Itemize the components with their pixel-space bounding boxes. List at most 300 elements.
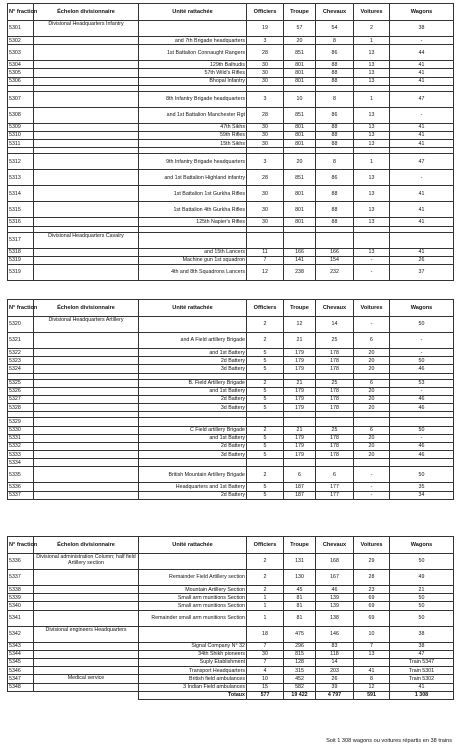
table-row <box>8 667 454 675</box>
table-row <box>8 483 454 491</box>
table-cell: 7 <box>354 642 390 650</box>
table-cell: 5 <box>247 434 284 442</box>
table-cell <box>34 357 139 365</box>
table-cell <box>354 418 390 426</box>
table-cell: 11 <box>247 248 284 256</box>
table-row <box>8 77 454 85</box>
table-cell: 5339 <box>8 594 34 602</box>
table-row <box>8 451 454 459</box>
header-unite: Unité rattachée <box>139 4 247 21</box>
table-cell <box>34 379 139 387</box>
table-cell: 47th Sikhs <box>139 123 247 131</box>
table-cell: 88 <box>316 131 354 139</box>
header-echelon: Échelon divisionnaire <box>34 537 139 554</box>
table-cell: 2 <box>247 317 284 333</box>
header-fraction: N° fraction <box>8 300 34 317</box>
table-row <box>8 317 454 333</box>
table-cell: Signal Company N° 32 <box>139 642 247 650</box>
table-cell: 146 <box>316 626 354 642</box>
table-cell: 50 <box>390 554 454 570</box>
table-cell: 10 <box>354 626 390 642</box>
table-cell: Small arm munitions Section <box>139 602 247 610</box>
table-cell: 131 <box>284 554 316 570</box>
table-cell: 167 <box>316 570 354 586</box>
table-cell: 179 <box>284 442 316 450</box>
table-row <box>8 570 454 586</box>
table-cell: 13 <box>354 69 390 77</box>
table-cell <box>34 107 139 123</box>
table-cell: 13 <box>354 123 390 131</box>
table-cell: 5327 <box>8 395 34 403</box>
table-cell: 801 <box>284 77 316 85</box>
table-cell: 801 <box>284 123 316 131</box>
table-cell: 83 <box>316 642 354 650</box>
table-cell: 81 <box>284 602 316 610</box>
table-cell: 3d Battery <box>139 404 247 412</box>
table-row <box>8 459 454 467</box>
table-cell: 5340 <box>8 602 34 610</box>
totals-wagons: 1 308 <box>390 691 454 699</box>
table-cell <box>34 69 139 77</box>
table-cell: Remainder Field Artillery section <box>139 570 247 586</box>
table-cell <box>316 418 354 426</box>
table-cell: - <box>390 434 454 442</box>
table-cell <box>34 256 139 264</box>
table-cell: 8 <box>354 675 390 683</box>
table-cell: 3d Battery <box>139 451 247 459</box>
table-row <box>8 434 454 442</box>
table-cell <box>247 418 284 426</box>
table-cell: 5320 <box>8 317 34 333</box>
table-cell: 30 <box>247 77 284 85</box>
table-cell: 130 <box>284 570 316 586</box>
table-cell: 69 <box>354 610 390 626</box>
table-cell: 801 <box>284 69 316 77</box>
totals-row <box>8 691 454 699</box>
table-cell: 7 <box>247 256 284 264</box>
table-cell <box>34 77 139 85</box>
table-cell: 2d Battery <box>139 357 247 365</box>
totals-voitures: 591 <box>354 691 390 699</box>
table-cell: 47 <box>390 91 454 107</box>
table-cell <box>284 459 316 467</box>
table-cell: B. Field Artillery Brigade <box>139 379 247 387</box>
table-cell: 801 <box>284 140 316 148</box>
table-cell: 179 <box>284 387 316 395</box>
table-cell: 38 <box>390 626 454 642</box>
table-cell <box>34 404 139 412</box>
table-cell: 5 <box>247 491 284 499</box>
table-row <box>8 658 454 666</box>
table-cell: 5310 <box>8 131 34 139</box>
table-cell <box>34 483 139 491</box>
table-row <box>8 123 454 131</box>
footnote: Soit 1 308 wagons ou voitures répartis en 38 trains <box>326 738 452 744</box>
table-cell: Train 5302 <box>390 675 454 683</box>
table-cell: 13 <box>354 77 390 85</box>
table-cell <box>34 650 139 658</box>
table-cell: 5 <box>247 357 284 365</box>
table-cell: Divisional administration Column; half field Artillery section <box>34 554 139 570</box>
header-troupe: Troupe <box>284 4 316 21</box>
table-row <box>8 256 454 264</box>
table-cell: 178 <box>316 387 354 395</box>
table-cell: 25 <box>316 333 354 349</box>
table-cell: 8th Infantry Brigade headquarters <box>139 91 247 107</box>
table-cell <box>139 459 247 467</box>
table-cell: Medical service <box>34 675 139 683</box>
table-cell: Divisional Headquarters Cavalry <box>34 232 139 248</box>
table-cell: 5316 <box>8 218 34 226</box>
table-cell: 28 <box>247 170 284 186</box>
table-cell: Train 5347 <box>390 658 454 666</box>
table-row <box>8 218 454 226</box>
table-cell: 1st Battalion 1st Gurkha Rifles <box>139 186 247 202</box>
table-cell: 20 <box>354 404 390 412</box>
table-cell <box>34 610 139 626</box>
table-cell <box>139 21 247 37</box>
table-cell: 13 <box>354 107 390 123</box>
table-cell <box>34 602 139 610</box>
table-cell: 13 <box>354 202 390 218</box>
table-cell <box>139 232 247 248</box>
table-cell: 5336 <box>8 483 34 491</box>
table-cell: 13 <box>354 218 390 226</box>
header-unite: Unité rattachée <box>139 300 247 317</box>
table-cell: 166 <box>316 248 354 256</box>
table-cell: 50 <box>390 357 454 365</box>
table-cell: 59th Rifles <box>139 131 247 139</box>
table-cell: 5333 <box>8 451 34 459</box>
table-cell: Bhopal Infantry <box>139 77 247 85</box>
table-cell: 39 <box>316 683 354 691</box>
table-cell: 5344 <box>8 650 34 658</box>
table-cell: Suply Etablishment <box>139 658 247 666</box>
table-infantry-cavalry <box>7 3 454 281</box>
table-cell: Divisional Headquarters Artillery <box>34 317 139 333</box>
table-cell <box>34 491 139 499</box>
table-cell: 5324 <box>8 365 34 373</box>
table-cell: 5312 <box>8 154 34 170</box>
table-cell: 2 <box>354 21 390 37</box>
table-cell: 5342 <box>8 626 34 642</box>
table-cell <box>34 459 139 467</box>
table-cell <box>34 349 139 357</box>
table-cell: 6 <box>354 426 390 434</box>
table-cell: - <box>390 107 454 123</box>
header-chevaux: Chevaux <box>316 537 354 554</box>
table-cell: and A Field artillery Brigade <box>139 333 247 349</box>
table-cell: 179 <box>284 434 316 442</box>
table-cell: 1 <box>354 37 390 45</box>
table-cell: 5 <box>247 451 284 459</box>
table-cell <box>247 232 284 248</box>
table-cell: 179 <box>284 357 316 365</box>
table-artillery <box>7 299 454 500</box>
table-cell: 12 <box>354 683 390 691</box>
table-cell <box>34 467 139 483</box>
table-cell <box>34 170 139 186</box>
table-cell: 41 <box>390 69 454 77</box>
table-row <box>8 610 454 626</box>
table-cell: 54 <box>316 21 354 37</box>
table-cell <box>316 232 354 248</box>
table-cell: 2d Battery <box>139 491 247 499</box>
table-cell: 28 <box>247 45 284 61</box>
table-cell: 2 <box>247 586 284 594</box>
table-cell: 2 <box>247 570 284 586</box>
table-row <box>8 491 454 499</box>
table-cell: 46 <box>390 451 454 459</box>
table-cell: C Field artillery Brigade <box>139 426 247 434</box>
table-row <box>8 140 454 148</box>
table-cell: - <box>390 333 454 349</box>
table-cell: 50 <box>390 610 454 626</box>
table-cell: 179 <box>284 365 316 373</box>
totals-officiers: 577 <box>247 691 284 699</box>
table-cell: 238 <box>284 264 316 280</box>
table-cell: 25 <box>316 379 354 387</box>
table-cell: 5 <box>247 442 284 450</box>
table-cell: 88 <box>316 140 354 148</box>
table-cell: 57th Wild's Rifles <box>139 69 247 77</box>
table-cell: 5 <box>247 387 284 395</box>
table-row <box>8 61 454 69</box>
table-row <box>8 91 454 107</box>
table-cell: British field ambulances <box>139 675 247 683</box>
table-cell: 41 <box>390 123 454 131</box>
table-cell <box>34 140 139 148</box>
table-cell: 2d Battery <box>139 395 247 403</box>
table-row <box>8 21 454 37</box>
table-cell: 20 <box>354 442 390 450</box>
table-cell: 5 <box>247 483 284 491</box>
table-cell: 19 <box>247 21 284 37</box>
table-cell <box>354 459 390 467</box>
table-cell: 41 <box>390 202 454 218</box>
table-cell: 14 <box>316 317 354 333</box>
table-cell: 2 <box>247 467 284 483</box>
table-cell: - <box>390 349 454 357</box>
table-cell: 801 <box>284 202 316 218</box>
table-cell: 5 <box>247 395 284 403</box>
table-cell: 30 <box>247 140 284 148</box>
table-cell: 178 <box>316 395 354 403</box>
totals-chevaux: 4 797 <box>316 691 354 699</box>
table-cell: 1 <box>354 154 390 170</box>
table-cell: 5335 <box>8 467 34 483</box>
table-cell: 20 <box>354 349 390 357</box>
table-cell: 69 <box>354 594 390 602</box>
table-cell: 177 <box>316 491 354 499</box>
table-cell: 81 <box>284 610 316 626</box>
table-cell: 3 <box>247 154 284 170</box>
table-cell: 801 <box>284 186 316 202</box>
table-cell <box>34 451 139 459</box>
table-cell: 5337 <box>8 491 34 499</box>
table-row <box>8 594 454 602</box>
header-chevaux: Chevaux <box>316 300 354 317</box>
header-echelon: Échelon divisionnaire <box>34 4 139 21</box>
table-cell: - <box>354 467 390 483</box>
table-cell: 10 <box>284 91 316 107</box>
table-cell: 41 <box>390 186 454 202</box>
table-cell: 21 <box>284 426 316 434</box>
table-cell <box>34 442 139 450</box>
table-cell: 30 <box>247 650 284 658</box>
table-cell: 179 <box>284 451 316 459</box>
table-cell: 1st Battalion 4th Gurkha Rifles <box>139 202 247 218</box>
table-cell: 38 <box>390 642 454 650</box>
table-cell: 154 <box>316 256 354 264</box>
table-cell: 129th Balhudis <box>139 61 247 69</box>
table-cell: 50 <box>390 317 454 333</box>
table-cell: 5323 <box>8 357 34 365</box>
table-row <box>8 387 454 395</box>
table-cell: 86 <box>316 170 354 186</box>
table-cell: 15 <box>247 683 284 691</box>
header-officiers: Officiers <box>247 300 284 317</box>
table-cell: 5314 <box>8 186 34 202</box>
table-cell <box>34 387 139 395</box>
table-cell: 20 <box>284 37 316 45</box>
table-row <box>8 232 454 248</box>
table-cell: 23 <box>354 586 390 594</box>
table-cell: 46 <box>390 395 454 403</box>
table-row <box>8 365 454 373</box>
table-row <box>8 131 454 139</box>
table-cell: - <box>390 37 454 45</box>
table-cell <box>34 395 139 403</box>
table-cell: Transport Headquarters <box>139 667 247 675</box>
table-cell: 21 <box>284 379 316 387</box>
table-row <box>8 202 454 218</box>
table-cell: 88 <box>316 218 354 226</box>
table-cell <box>390 418 454 426</box>
header-fraction: N° fraction <box>8 4 34 21</box>
table-cell <box>34 658 139 666</box>
table-row <box>8 586 454 594</box>
table-cell: 3 <box>247 37 284 45</box>
table-cell: 13 <box>354 170 390 186</box>
table-cell: 9th Infantry Brigade headquarters <box>139 154 247 170</box>
header-troupe: Troupe <box>284 537 316 554</box>
table-cell: and 1st Battery <box>139 349 247 357</box>
table-cell: 20 <box>284 154 316 170</box>
table-cell: and 15th Lancers <box>139 248 247 256</box>
table-cell <box>34 264 139 280</box>
table-cell: 8 <box>316 154 354 170</box>
table-cell: 5301 <box>8 21 34 37</box>
table-cell: 6 <box>354 379 390 387</box>
table-cell: 46 <box>390 404 454 412</box>
totals-troupe: 19 422 <box>284 691 316 699</box>
table-row <box>8 418 454 426</box>
table-cell: 3 Indian Field ambulances <box>139 683 247 691</box>
table-row <box>8 426 454 434</box>
table-cell: 47 <box>390 650 454 658</box>
table-cell: 50 <box>390 602 454 610</box>
table-row <box>8 357 454 365</box>
table-cell <box>390 459 454 467</box>
table-cell: 1 <box>354 91 390 107</box>
table-cell: 41 <box>390 683 454 691</box>
table-cell: 2 <box>247 554 284 570</box>
table-cell <box>34 667 139 675</box>
table-row <box>8 602 454 610</box>
table-cell <box>247 459 284 467</box>
table-cell: 46 <box>390 442 454 450</box>
table-cell: 5315 <box>8 202 34 218</box>
table-cell <box>316 459 354 467</box>
table-cell: 44 <box>390 45 454 61</box>
table-cell: 10 <box>247 675 284 683</box>
table-cell: 452 <box>284 675 316 683</box>
table-cell: 5329 <box>8 418 34 426</box>
table-cell: 30 <box>247 186 284 202</box>
table-cell: Small arm munitions Section <box>139 594 247 602</box>
table-cell: 28 <box>354 570 390 586</box>
table-row <box>8 264 454 280</box>
table-cell: 86 <box>316 45 354 61</box>
table-cell: 20 <box>354 451 390 459</box>
table-cell: 41 <box>354 667 390 675</box>
table-cell: 139 <box>316 602 354 610</box>
table-cell <box>34 218 139 226</box>
header-echelon: Échelon divisionnaire <box>34 300 139 317</box>
table-row <box>8 154 454 170</box>
table-cell: 41 <box>390 218 454 226</box>
table-cell: 13 <box>354 45 390 61</box>
table-cell: 5345 <box>8 658 34 666</box>
table-cell: 20 <box>354 365 390 373</box>
table-cell: 5304 <box>8 61 34 69</box>
table-cell: 475 <box>284 626 316 642</box>
table-cell: 57 <box>284 21 316 37</box>
table-cell: 20 <box>354 357 390 365</box>
table-cell: British Mountain Artillery Brigade <box>139 467 247 483</box>
table-cell <box>34 248 139 256</box>
header-fraction: N° fraction <box>8 537 34 554</box>
table-cell: 5306 <box>8 77 34 85</box>
table-row <box>8 37 454 45</box>
table-cell: 801 <box>284 218 316 226</box>
table-cell: 177 <box>316 483 354 491</box>
table-cell: 46 <box>316 586 354 594</box>
table-cell: 5 <box>247 365 284 373</box>
table-cell: 125th Napier's Rifles <box>139 218 247 226</box>
table-cell: 5328 <box>8 404 34 412</box>
table-cell: 178 <box>316 451 354 459</box>
table-cell: 81 <box>284 594 316 602</box>
table-cell: 5319 <box>8 264 34 280</box>
table-cell: 29 <box>354 554 390 570</box>
table-cell: 4th and 8th Squadrons Lancers <box>139 264 247 280</box>
header-officiers: Officiers <box>247 4 284 21</box>
table-cell: and 1st Battery <box>139 434 247 442</box>
table-cell: 128 <box>284 658 316 666</box>
table-cell <box>34 434 139 442</box>
table-cell: 30 <box>247 123 284 131</box>
table-cell: 21 <box>390 586 454 594</box>
table-row <box>8 107 454 123</box>
table-cell: 296 <box>284 642 316 650</box>
table-cell: 5 <box>247 349 284 357</box>
table-cell: 1 <box>247 610 284 626</box>
table-cell: 12 <box>284 317 316 333</box>
table-cell: 138 <box>316 610 354 626</box>
table-cell: - <box>354 491 390 499</box>
